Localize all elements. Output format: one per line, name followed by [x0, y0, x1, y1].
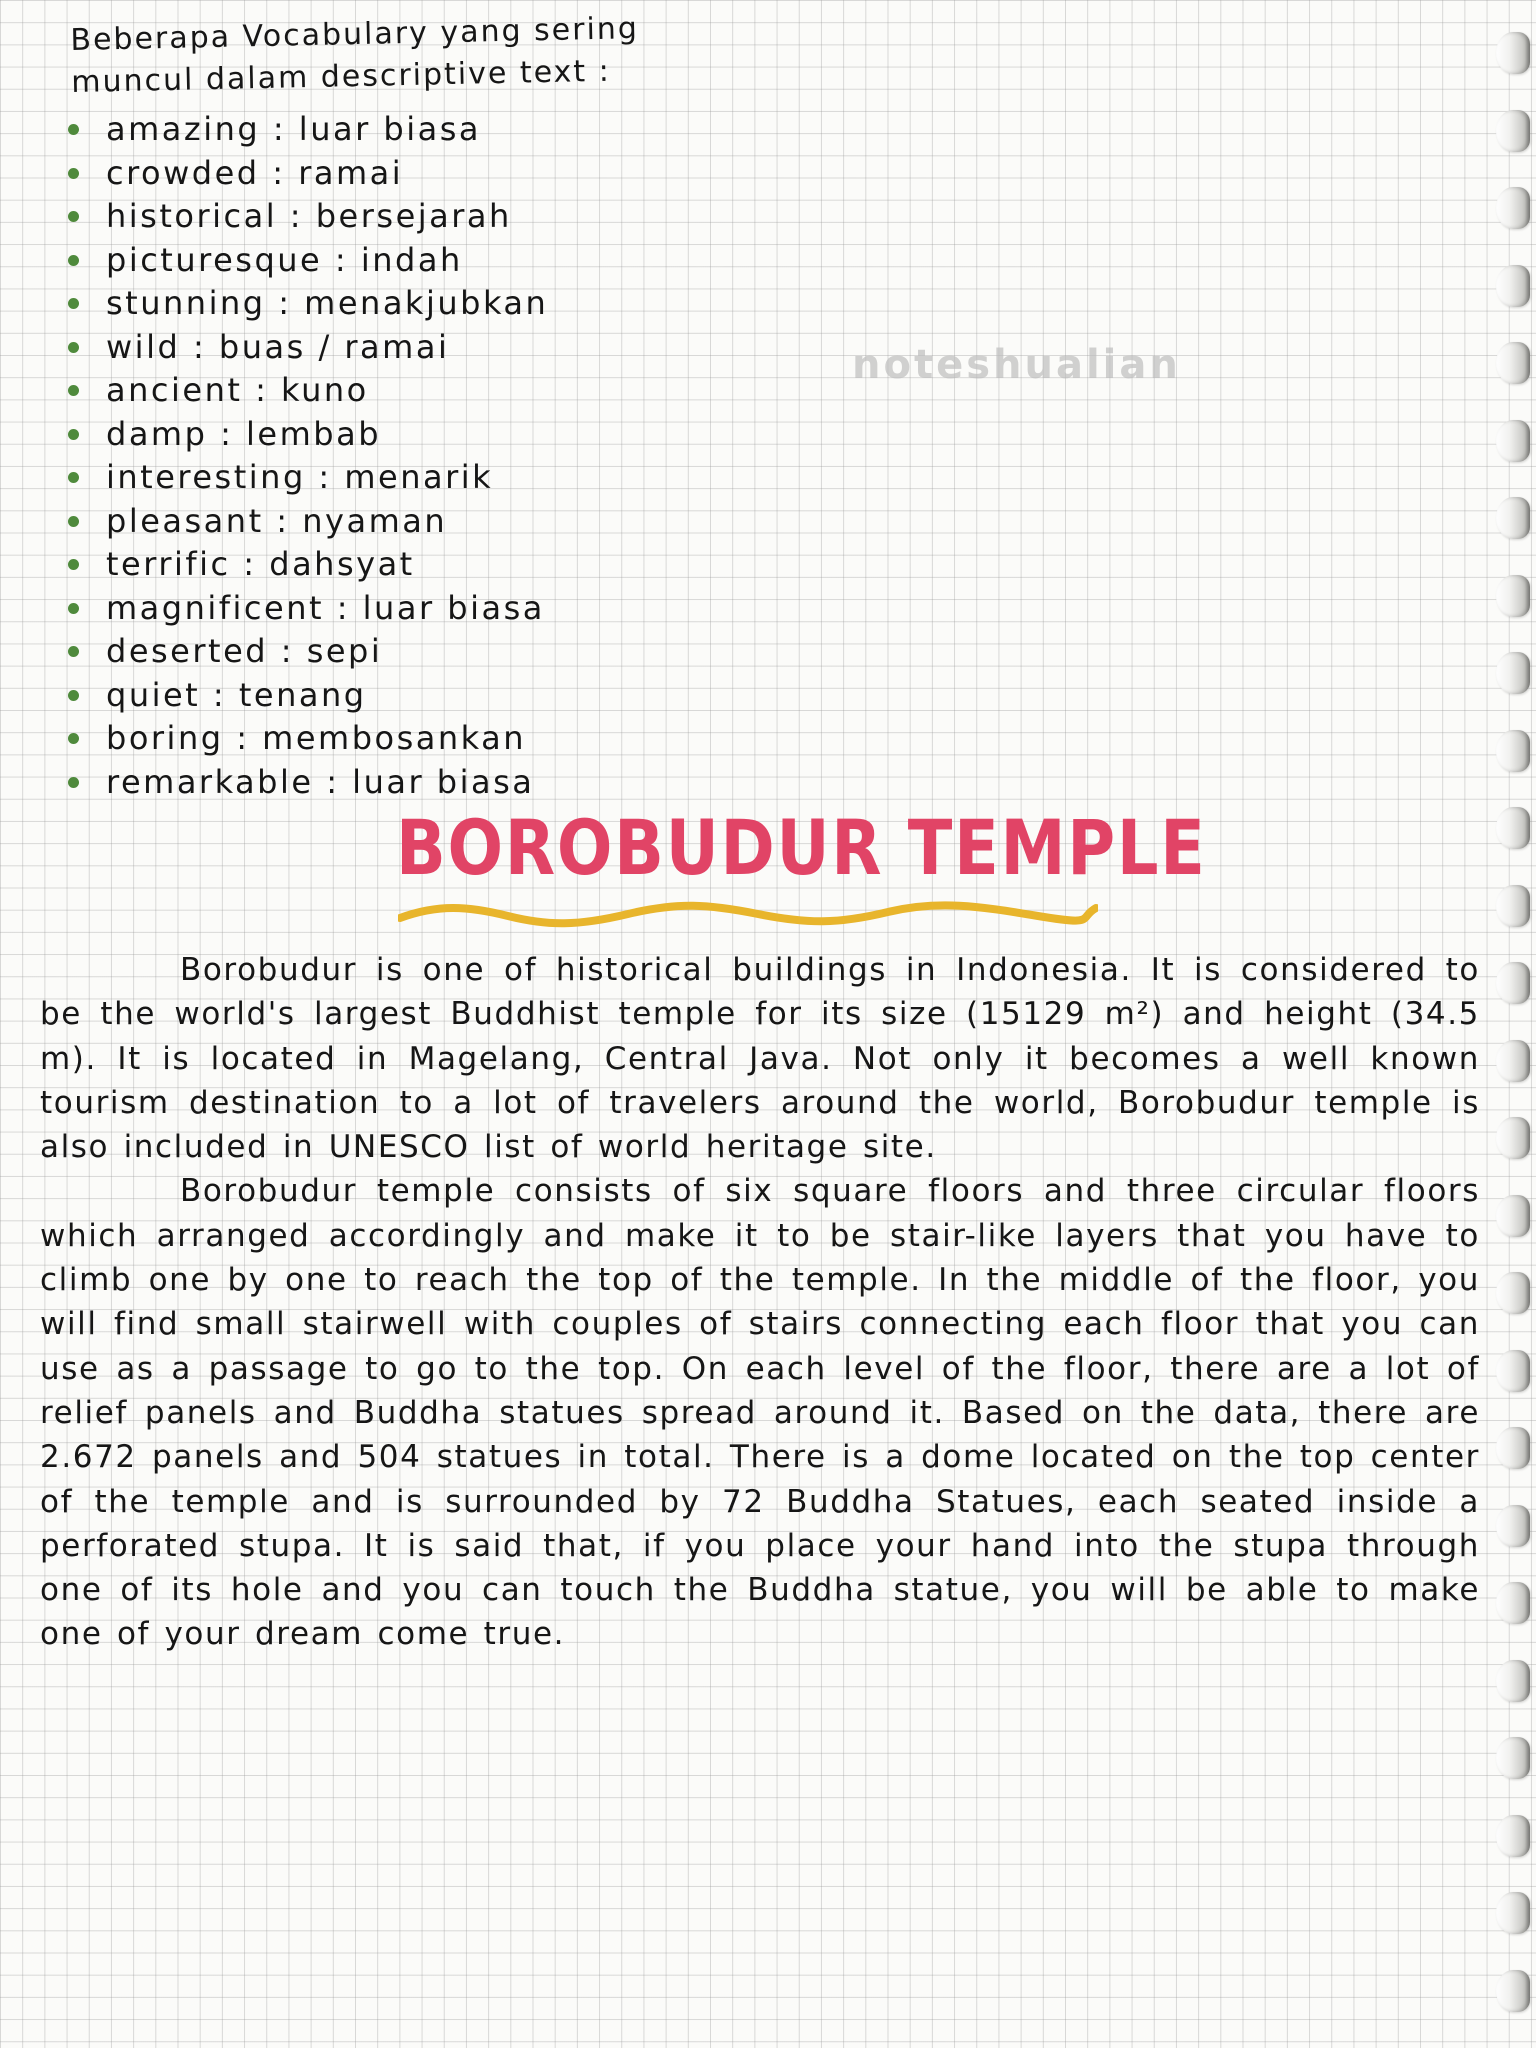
bullet-dot-icon — [68, 559, 79, 570]
vocabulary-item-text: boring : membosankan — [106, 719, 526, 757]
vocabulary-item-text: deserted : sepi — [106, 632, 383, 670]
bullet-dot-icon — [68, 646, 79, 657]
vocabulary-item-text: wild : buas / ramai — [106, 327, 450, 366]
binding-hole-icon — [1496, 342, 1530, 384]
vocabulary-intro-line-2: muncul dalam descriptive text : — [70, 53, 612, 100]
binding-hole-icon — [1496, 110, 1530, 152]
article-body — [40, 948, 1480, 1688]
bullet-dot-icon — [68, 472, 79, 483]
page-title: BOROBUDUR TEMPLE — [396, 803, 1207, 892]
bullet-dot-icon — [68, 255, 79, 266]
binding-hole-icon — [1496, 652, 1530, 694]
binding-hole-icon — [1496, 575, 1530, 617]
vocabulary-item — [56, 456, 756, 500]
article-paragraph-1: Borobudur is one of historical buildings in Indonesia. It is considered to be the world's largest Buddhist temple for its size (15129 m²) and height (34.5 m). It is located in Magelang, Central Java. Not only it becomes a well known tourism destination to a lot of travelers around the world, Borobudur temple is also included in UNESCO list of world heritage site. — [40, 952, 1480, 1166]
wavy-underline-icon — [398, 898, 1098, 932]
bullet-dot-icon — [68, 298, 79, 309]
binding-hole-icon — [1496, 807, 1530, 849]
binding-hole-icon — [1496, 265, 1530, 307]
vocabulary-item — [56, 761, 756, 805]
vocabulary-item — [56, 282, 756, 326]
bullet-dot-icon — [68, 777, 79, 788]
vocabulary-intro-line-1: Beberapa Vocabulary yang sering — [70, 11, 640, 58]
binding-hole-icon — [1496, 32, 1530, 74]
vocabulary-item — [56, 108, 756, 152]
article-paragraph-2: Borobudur temple consists of six square floors and three circular floors which arranged accordingly and make it to be stair-like layers that you have to climb one by one to reach the top of the temple. In the middle of the floor, you will find small stairwell with couples of stairs connecting each floor that you can use as a passage to go to the top. On each level of the floor, there are a lot of relief panels and Buddha statues spread around it. Based on the data, there are 2.672 panels and 504 statues in total. There is a dome located on the top center of the temple and is surrounded by 72 Buddha Statues, each seated inside a perforated stupa. It is said that, if you place your hand into the stupa through one of its hole and you can touch the Buddha statue, you will be able to make one of your dream come true. — [40, 1173, 1480, 1653]
binding-hole-icon — [1496, 962, 1530, 1004]
binding-hole-icon — [1496, 1427, 1530, 1469]
vocabulary-item — [56, 152, 756, 196]
vocabulary-item-text: historical : bersejarah — [106, 197, 512, 235]
binding-hole-icon — [1496, 187, 1530, 229]
vocabulary-item-text: magnificent : luar biasa — [106, 588, 545, 627]
vocabulary-item — [56, 413, 756, 457]
binding-hole-icon — [1496, 1040, 1530, 1082]
bullet-dot-icon — [68, 733, 79, 744]
vocabulary-item — [56, 500, 756, 544]
title-block — [396, 800, 1207, 930]
binding-hole-icon — [1496, 1815, 1530, 1857]
vocabulary-item — [56, 587, 756, 631]
spiral-binding-holes — [1480, 20, 1536, 2040]
bullet-dot-icon — [68, 603, 79, 614]
vocabulary-list — [56, 108, 756, 804]
vocabulary-item — [56, 630, 756, 674]
binding-hole-icon — [1496, 1350, 1530, 1392]
vocabulary-item — [56, 674, 756, 718]
binding-hole-icon — [1496, 1117, 1530, 1159]
vocabulary-item-text: stunning : menakjubkan — [106, 284, 549, 322]
vocabulary-item — [56, 369, 756, 413]
vocabulary-item — [56, 543, 756, 587]
vocabulary-item-text: interesting : menarik — [106, 458, 494, 496]
bullet-dot-icon — [68, 124, 79, 135]
bullet-dot-icon — [68, 168, 79, 179]
vocabulary-item — [56, 239, 756, 283]
binding-hole-icon — [1496, 1505, 1530, 1547]
binding-hole-icon — [1496, 1660, 1530, 1702]
binding-hole-icon — [1496, 1272, 1530, 1314]
binding-hole-icon — [1496, 497, 1530, 539]
binding-hole-icon — [1496, 1195, 1530, 1237]
vocabulary-item-text: crowded : ramai — [106, 153, 404, 192]
watermark: noteshualian — [852, 342, 1181, 388]
bullet-dot-icon — [68, 429, 79, 440]
vocabulary-item-text: damp : lembab — [106, 414, 382, 453]
vocabulary-item — [56, 195, 756, 239]
vocabulary-item-text: terrific : dahsyat — [106, 545, 415, 583]
vocabulary-item-text: amazing : luar biasa — [106, 110, 481, 148]
vocabulary-section — [56, 11, 756, 801]
bullet-dot-icon — [68, 690, 79, 701]
binding-hole-icon — [1496, 1970, 1530, 2012]
vocabulary-item — [56, 717, 756, 761]
binding-hole-icon — [1496, 730, 1530, 772]
bullet-dot-icon — [68, 516, 79, 527]
wavy-underline-stroke — [400, 905, 1096, 923]
binding-hole-icon — [1496, 1582, 1530, 1624]
binding-hole-icon — [1496, 1892, 1530, 1934]
bullet-dot-icon — [68, 385, 79, 396]
bullet-dot-icon — [68, 211, 79, 222]
vocabulary-item-text: quiet : tenang — [106, 675, 367, 714]
vocabulary-item-text: ancient : kuno — [106, 371, 369, 409]
vocabulary-item-text: picturesque : indah — [106, 240, 463, 279]
binding-hole-icon — [1496, 420, 1530, 462]
binding-hole-icon — [1496, 1737, 1530, 1779]
vocabulary-item — [56, 326, 756, 370]
vocabulary-intro — [70, 6, 758, 104]
vocabulary-item-text: remarkable : luar biasa — [106, 762, 535, 801]
vocabulary-item-text: pleasant : nyaman — [106, 501, 448, 540]
bullet-dot-icon — [68, 342, 79, 353]
binding-hole-icon — [1496, 885, 1530, 927]
